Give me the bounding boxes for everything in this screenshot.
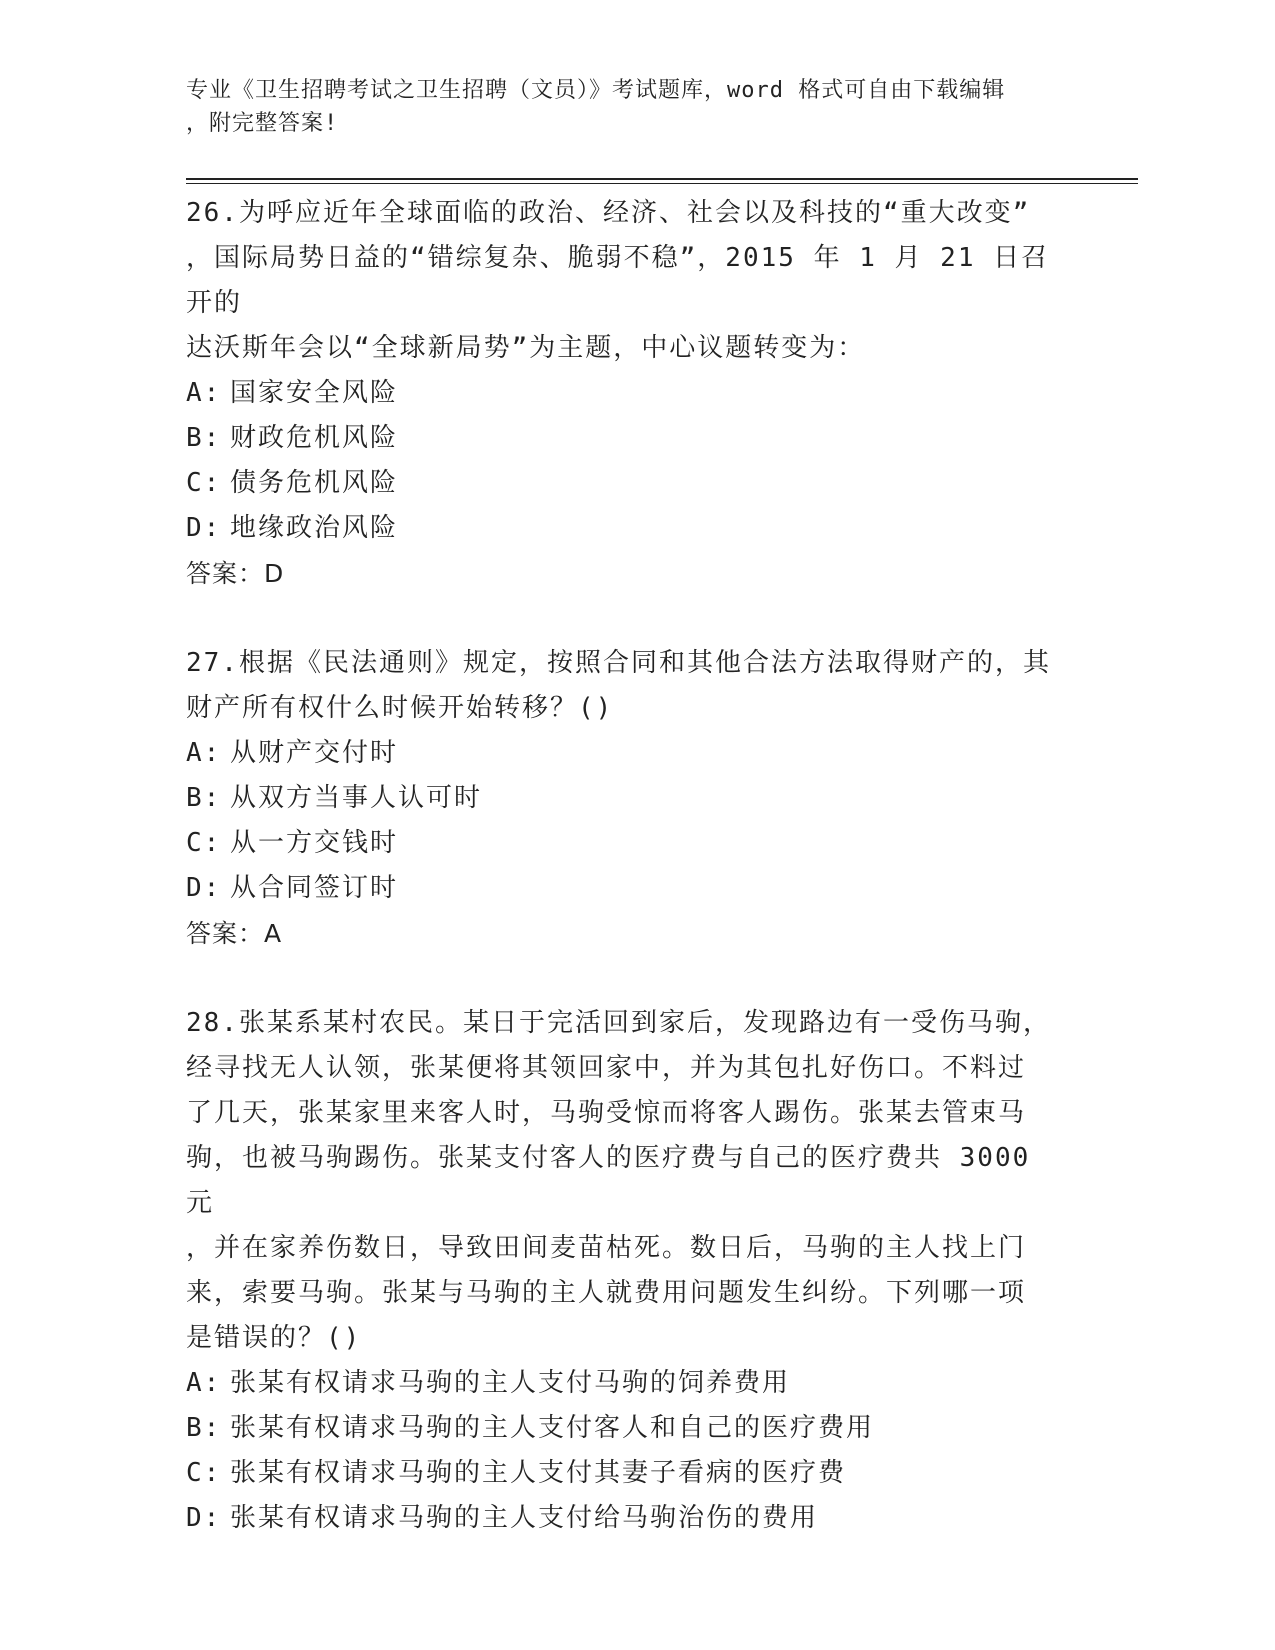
question-stem-line: ，并在家养伤数日，导致田间麦苗枯死。数日后，马驹的主人找上门 [186, 1233, 1027, 1263]
option-c [186, 821, 1066, 866]
question-stem-line: 驹，也被马驹踢伤。张某支付客人的医疗费与自己的医疗费共 3000 元 [186, 1143, 1031, 1218]
option-d [186, 1496, 1066, 1541]
option-letter: A: [186, 378, 222, 408]
option-letter: B: [186, 1413, 222, 1443]
option-letter: D: [186, 513, 222, 543]
option-b [186, 1406, 1066, 1451]
question-stem-line: 来，索要马驹。张某与马驹的主人就费用问题发生纠纷。下列哪一项 [186, 1278, 1027, 1308]
option-c [186, 1451, 1066, 1496]
question-stem-line: 经寻找无人认领，张某便将其领回家中，并为其包扎好伤口。不料过 [186, 1053, 1027, 1083]
question-26 [186, 191, 1066, 596]
option-d [186, 866, 1066, 911]
header-divider-thin [186, 183, 1138, 184]
option-text: 财政危机风险 [230, 423, 399, 453]
option-text: 从一方交钱时 [230, 828, 399, 858]
option-b [186, 776, 1066, 821]
option-text: 张某有权请求马驹的主人支付客人和自己的医疗费用 [230, 1413, 875, 1443]
question-stem-line: 28.张某系某村农民。某日于完活回到家后，发现路边有一受伤马驹， [186, 1008, 1051, 1038]
option-text: 地缘政治风险 [230, 513, 399, 543]
header-line-2: ，附完整答案! [186, 111, 339, 136]
question-stem-line: ，国际局势日益的“错综复杂、脆弱不稳”，2015 年 1 月 21 日召开的 [186, 243, 1050, 318]
option-a [186, 731, 1066, 776]
option-text: 从双方当事人认可时 [230, 783, 483, 813]
option-a [186, 1361, 1066, 1406]
option-letter: A: [186, 1368, 222, 1398]
option-text: 国家安全风险 [230, 378, 399, 408]
option-text: 张某有权请求马驹的主人支付其妻子看病的医疗费 [230, 1458, 847, 1488]
question-28 [186, 1001, 1066, 1541]
question-stem-line: 26.为呼应近年全球面临的政治、经济、社会以及科技的“重大改变” [186, 198, 1031, 228]
option-text: 从合同签订时 [230, 873, 399, 903]
option-c [186, 461, 1066, 506]
question-27 [186, 641, 1066, 956]
option-letter: B: [186, 783, 222, 813]
header-line-1: 专业《卫生招聘考试之卫生招聘（文员）》考试题库，word 格式可自由下载编辑 [186, 78, 1006, 103]
option-text: 张某有权请求马驹的主人支付给马驹治伤的费用 [230, 1503, 819, 1533]
option-b [186, 416, 1066, 461]
option-text: 张某有权请求马驹的主人支付马驹的饲养费用 [230, 1368, 791, 1398]
option-text: 从财产交付时 [230, 738, 399, 768]
document-header [186, 74, 1056, 140]
option-a [186, 371, 1066, 416]
option-letter: A: [186, 738, 222, 768]
option-d [186, 506, 1066, 551]
question-stem-line: 财产所有权什么时候开始转移？() [186, 693, 614, 723]
option-letter: C: [186, 828, 222, 858]
option-letter: C: [186, 1458, 222, 1488]
question-stem-line: 27.根据《民法通则》规定，按照合同和其他合法方法取得财产的，其 [186, 648, 1051, 678]
answer-line: 答案：D [186, 559, 285, 588]
question-stem-line: 是错误的？() [186, 1323, 362, 1353]
header-divider-thick [186, 178, 1138, 180]
option-letter: B: [186, 423, 222, 453]
option-letter: C: [186, 468, 222, 498]
option-text: 债务危机风险 [230, 468, 399, 498]
option-letter: D: [186, 873, 222, 903]
option-letter: D: [186, 1503, 222, 1533]
answer-line: 答案：A [186, 919, 283, 948]
question-stem-line: 了几天，张某家里来客人时，马驹受惊而将客人踢伤。张某去管束马 [186, 1098, 1027, 1128]
question-list [186, 191, 1066, 1586]
question-stem-line: 达沃斯年会以“全球新局势”为主题，中心议题转变为： [186, 333, 866, 363]
